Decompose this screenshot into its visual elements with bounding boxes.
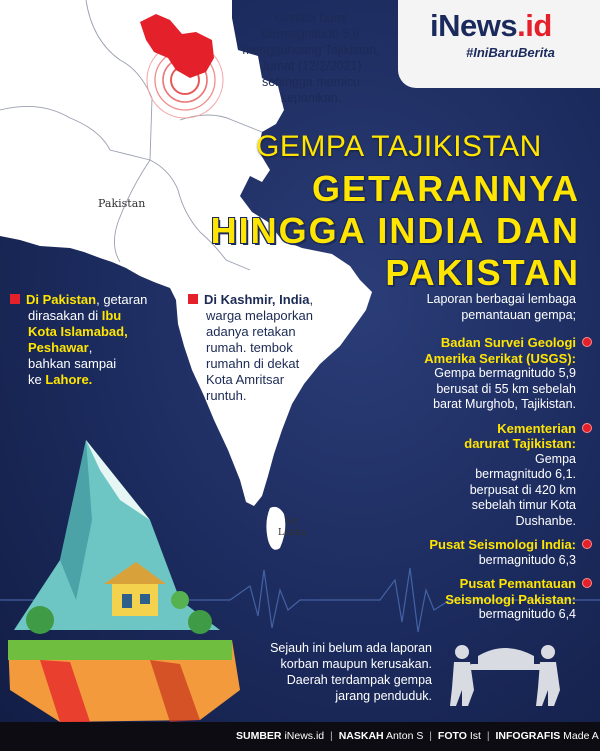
kashmir-note-l2: warga melaporkan (206, 308, 313, 323)
pakistan-note-lead: Di Pakistan (26, 292, 97, 307)
map-label-lanka: Lanka (278, 528, 306, 538)
report-bullet-icon (582, 423, 592, 433)
brand-name: iNews (430, 8, 518, 43)
closing-line-3: Daerah terdampak gempa (286, 673, 432, 687)
report-usgs-body-1: Gempa bermagnitudo 5,9 (434, 366, 576, 380)
kashmir-note-lead: Di Kashmir, India (204, 292, 310, 307)
report-usgs-head-1: Badan Survei Geologi (440, 335, 576, 350)
mountain-illustration-icon (8, 440, 240, 722)
report-pakistan-head-2: Seismologi Pakistan: (445, 591, 576, 607)
headline-line-2: HINGGA INDIA DAN (210, 210, 580, 251)
brand-logo (430, 8, 552, 44)
report-usgs-body-2: berusat di 55 km sebelah (436, 381, 576, 396)
report-usgs (380, 335, 576, 413)
pakistan-note-l1: , getaran (96, 292, 148, 307)
report-usgs-body-3: barat Murghob, Tajikistan. (433, 397, 576, 411)
footer-graphic-label: INFOGRAFIS (495, 730, 561, 742)
footer-photo-label: FOTO (437, 730, 467, 742)
footer-source: iNews.id (284, 730, 325, 742)
headline-line-1: GETARANNYA (311, 168, 580, 209)
pakistan-note-l6b: Lahore. (45, 372, 93, 387)
report-india-head: Pusat Seismologi India: (429, 537, 576, 552)
closing-note (232, 640, 432, 704)
credits-footer: SUMBER iNews.id | NASKAH Anton S | FOTO Ist | INFOGRAFIS Made A (0, 722, 600, 751)
reports-intro-l2: pemantauan gempa; (461, 307, 576, 322)
monitoring-reports (380, 292, 576, 623)
pakistan-note-l2: dirasakan di (28, 308, 102, 323)
report-pakistan-head-1: Pusat Pemantauan (459, 576, 576, 591)
pakistan-note-l6: ke (28, 372, 46, 387)
pakistan-note-l4b: , (88, 340, 93, 355)
headline-line-3: PAKISTAN (385, 252, 580, 293)
report-usgs-head-2: Amerika Serikat (USGS): (424, 350, 576, 366)
map-label-sri: Sri (285, 517, 299, 527)
report-pakistan-body: bermagnitudo 6,4 (478, 607, 576, 621)
kashmir-note-l4: rumah. tembok (206, 340, 293, 355)
closing-line-4: jarang penduduk. (335, 689, 432, 703)
intro-text: Gempa bumi bermagnitudo 5,9 mengguncang Tajikistan, Jumat (12/2/2021) sehingga memicu kepanikan. (242, 11, 380, 105)
report-tajik-body-2: bermagnitudo 6,1. (475, 467, 576, 481)
bullet-square-icon (188, 294, 198, 304)
footer-writer-label: NASKAH (338, 730, 384, 742)
pakistan-note-l4: Peshawar (28, 340, 89, 355)
closing-line-2: korban maupun kerusakan. (280, 657, 432, 671)
footer-photo: Ist (469, 730, 481, 742)
footer-writer: Anton S (385, 730, 424, 742)
report-bullet-icon (582, 578, 592, 588)
brand-suffix: .id (517, 8, 552, 43)
footer-source-label: SUMBER (236, 730, 282, 742)
report-tajik-body-5: Dushanbe. (515, 513, 576, 528)
report-tajik-head-1: Kementerian (497, 420, 576, 436)
report-tajikistan (380, 421, 576, 530)
kashmir-note-l5: rumahn di dekat (206, 356, 300, 371)
report-tajik-body-3: berpusat di 420 km (469, 482, 576, 497)
reports-intro-l1: Laporan berbagai lembaga (426, 292, 576, 306)
pakistan-note-l3: Kota Islamabad, (28, 324, 128, 339)
brand-hashtag: #IniBaruBerita (466, 45, 555, 60)
report-tajik-body-4: sebelah timur Kota (471, 498, 576, 512)
map-label-sri-lanka (278, 517, 306, 539)
kashmir-note-l7: runtuh. (206, 388, 247, 403)
report-india-body: bermagnitudo 6,3 (478, 552, 576, 567)
footer-graphic: Made A (563, 730, 599, 742)
report-tajik-body-1: Gempa (535, 451, 576, 466)
closing-line-1: Sejauh ini belum ada laporan (270, 641, 432, 655)
kashmir-note-l6: Kota Amritsar (206, 372, 285, 387)
report-pakistan (380, 576, 576, 623)
pakistan-note (10, 292, 180, 388)
pakistan-note-l2b: Ibu (101, 308, 122, 323)
bullet-square-icon (10, 294, 20, 304)
kashmir-note-l1: , (309, 292, 314, 307)
report-tajik-head-2: darurat Tajikistan: (464, 436, 576, 451)
rescue-stretcher-icon (450, 645, 560, 706)
kashmir-note-l3: adanya retakan (206, 324, 296, 339)
kashmir-note (188, 292, 368, 404)
pakistan-note-l5: bahkan sampai (28, 356, 117, 371)
report-bullet-icon (582, 337, 592, 347)
report-bullet-icon (582, 539, 592, 549)
map-label-pakistan: Pakistan (98, 197, 146, 210)
report-india (380, 537, 576, 568)
headline-top: GEMPA TAJIKISTAN (256, 130, 542, 163)
